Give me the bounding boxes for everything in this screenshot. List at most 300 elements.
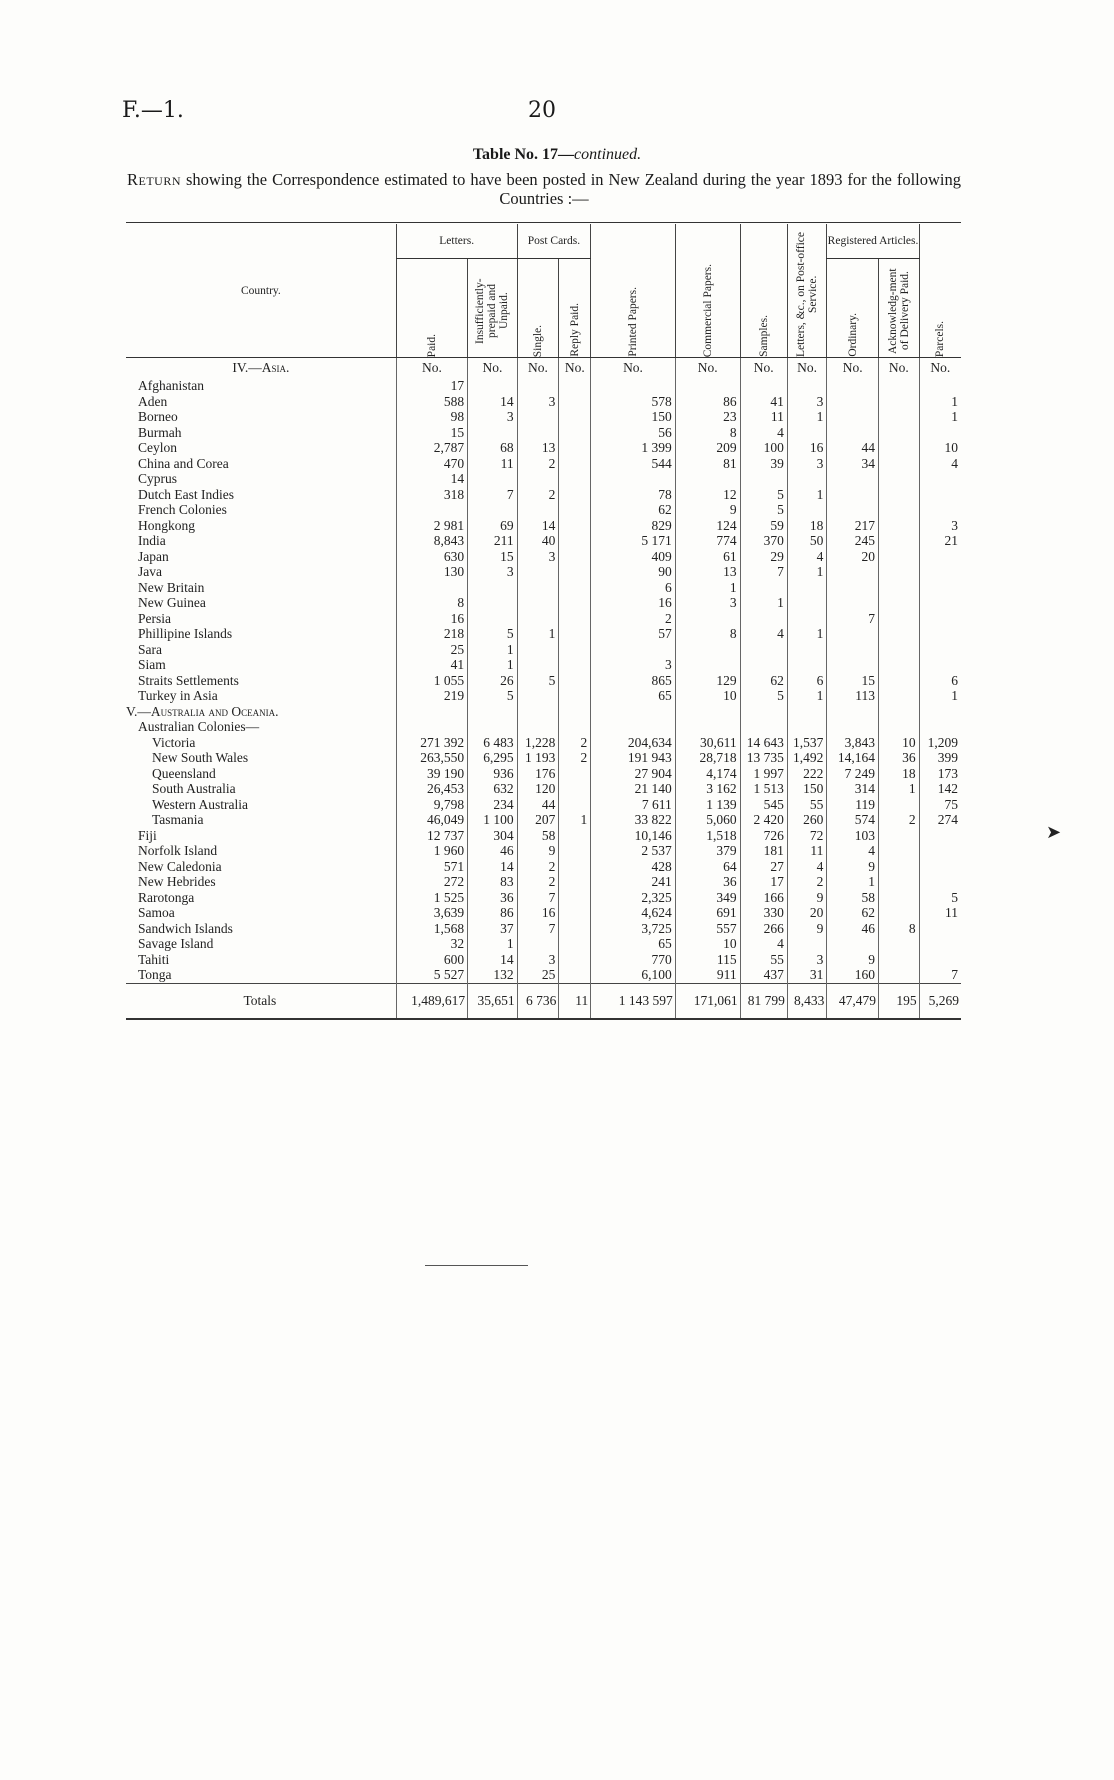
cell-value: [879, 502, 920, 518]
cell-value: 3: [517, 394, 559, 410]
cell-empty: [919, 704, 961, 720]
cell-value: 14: [517, 518, 559, 534]
cell-value: 2: [559, 750, 591, 766]
table-row: [126, 642, 961, 658]
table-row: [126, 657, 961, 673]
cell-value: 55: [740, 952, 787, 968]
table-row: [126, 781, 961, 797]
cell-empty: [468, 704, 517, 720]
cell-value: 11: [468, 456, 517, 472]
cell-value: [787, 611, 827, 627]
cell-empty: [468, 719, 517, 735]
country-name: Japan: [138, 548, 169, 564]
subsection-row-colonies: [126, 719, 961, 735]
cell-value: 2 981: [396, 518, 467, 534]
cell-value: 9: [827, 859, 879, 875]
cell-value: 15: [396, 425, 467, 441]
cell-value: 5: [740, 502, 787, 518]
table-row: [126, 952, 961, 968]
page-identifier: F.—1.: [122, 98, 184, 123]
table-row: [126, 425, 961, 441]
cell-value: 62: [591, 502, 676, 518]
cell-value: [919, 502, 961, 518]
cell-value: 5: [517, 673, 559, 689]
country-name: New Guinea: [138, 595, 206, 610]
cell-value: [675, 378, 740, 394]
table-row: [126, 921, 961, 937]
cell-value: 3: [787, 456, 827, 472]
cell-value: 115: [675, 952, 740, 968]
cell-value: 314: [827, 781, 879, 797]
header-commercial-papers-text: Commercial Papers.: [701, 263, 714, 357]
cell-value: 50: [787, 533, 827, 549]
cell-value: No.: [468, 358, 517, 379]
cell-value: 14: [468, 394, 517, 410]
cell-value: 266: [740, 921, 787, 937]
cell-value: [740, 657, 787, 673]
cell-value: 113: [827, 688, 879, 704]
cell-value: 578: [591, 394, 676, 410]
cell-value: 241: [591, 874, 676, 890]
cell-value: [517, 657, 559, 673]
cell-empty: [396, 704, 467, 720]
cell-value: 30,611: [675, 735, 740, 751]
cell-value: [919, 952, 961, 968]
cell-value: 936: [468, 766, 517, 782]
header-samples-text: Samples.: [757, 315, 770, 357]
cell-empty: [517, 719, 559, 735]
table-row: [126, 874, 961, 890]
cell-value: 2,787: [396, 440, 467, 456]
cell-value: 8: [675, 425, 740, 441]
cell-value: 68: [468, 440, 517, 456]
cell-value: [879, 843, 920, 859]
cell-value: 3: [675, 595, 740, 611]
header-ordinary-text: Ordinary.: [846, 313, 859, 357]
cell-value: [879, 595, 920, 611]
cell-value: 3: [787, 394, 827, 410]
country-name: Tonga: [138, 967, 172, 982]
cell-value: [517, 409, 559, 425]
cell-value: 349: [675, 890, 740, 906]
cell-value: [559, 378, 591, 394]
cell-value: 7: [517, 921, 559, 937]
cell-empty: [827, 719, 879, 735]
cell-value: 13: [675, 564, 740, 580]
table-row: [126, 843, 961, 859]
cell-value: 2: [517, 859, 559, 875]
cell-value: 4: [740, 936, 787, 952]
country-name: Tasmania: [152, 812, 204, 827]
cell-value: 1 525: [396, 890, 467, 906]
cell-value: 5: [468, 626, 517, 642]
cell-value: 774: [675, 533, 740, 549]
table-row: [126, 766, 961, 782]
cell-value: 1: [827, 874, 879, 890]
cell-value: 1: [787, 409, 827, 425]
header-printed-papers-text: Printed Papers.: [627, 287, 639, 357]
table-row: [126, 626, 961, 642]
cell-value: [591, 471, 676, 487]
cell-value: 6,295: [468, 750, 517, 766]
cell-value: [559, 828, 591, 844]
cell-value: [559, 781, 591, 797]
cell-value: 132: [468, 967, 517, 983]
cell-value: 173: [919, 766, 961, 782]
header-post-cards: [517, 224, 591, 259]
cell-empty: [517, 704, 559, 720]
country-name: Ceylon: [138, 440, 177, 455]
cell-value: [787, 595, 827, 611]
cell-value: [468, 580, 517, 596]
cell-value: 10: [879, 735, 920, 751]
cell-value: 29: [740, 549, 787, 565]
total-value: 6 736: [517, 983, 559, 1019]
cell-value: [919, 580, 961, 596]
cell-value: 61: [675, 549, 740, 565]
cell-value: 7 249: [827, 766, 879, 782]
cell-value: 13 735: [740, 750, 787, 766]
cell-value: [879, 440, 920, 456]
cell-value: [787, 642, 827, 658]
cell-value: 58: [827, 890, 879, 906]
cell-value: 27: [740, 859, 787, 875]
cell-empty: [591, 704, 676, 720]
cell-value: 2: [559, 735, 591, 751]
cell-value: 13: [517, 440, 559, 456]
cell-value: 41: [740, 394, 787, 410]
cell-value: [740, 642, 787, 658]
cell-value: [919, 626, 961, 642]
cell-empty: [787, 719, 827, 735]
header-post-cards-text: Post Cards.: [527, 234, 581, 247]
header-registered-articles: [827, 224, 919, 259]
cell-value: 46,049: [396, 812, 467, 828]
totals-label: Totals: [126, 983, 396, 1019]
cell-value: 211: [468, 533, 517, 549]
cell-value: 103: [827, 828, 879, 844]
country-name: Phillipine Islands: [138, 626, 233, 641]
cell-value: 5: [740, 688, 787, 704]
table-row: [126, 456, 961, 472]
cell-value: 31: [787, 967, 827, 983]
cell-value: 3: [517, 952, 559, 968]
cell-value: 260: [787, 812, 827, 828]
cell-value: 9: [787, 921, 827, 937]
cell-value: 2: [517, 487, 559, 503]
cell-value: [879, 471, 920, 487]
cell-value: 100: [740, 440, 787, 456]
cell-value: 8: [675, 626, 740, 642]
table-row: [126, 595, 961, 611]
cell-value: [559, 394, 591, 410]
cell-value: 5: [740, 487, 787, 503]
cell-value: [740, 611, 787, 627]
cell-value: 62: [827, 905, 879, 921]
country-name: Queensland: [152, 765, 216, 781]
cell-value: [787, 502, 827, 518]
cell-value: 14: [468, 952, 517, 968]
cell-value: 11: [787, 843, 827, 859]
margin-arrow-mark: ➤: [1046, 822, 1062, 843]
country-name: Aden: [138, 393, 168, 409]
table-row: [126, 580, 961, 596]
cell-value: [559, 673, 591, 689]
cell-value: 1 055: [396, 673, 467, 689]
cell-value: [787, 657, 827, 673]
cell-value: [827, 378, 879, 394]
cell-value: [879, 518, 920, 534]
cell-value: 1,209: [919, 735, 961, 751]
cell-value: 26,453: [396, 781, 467, 797]
cell-value: 8: [879, 921, 920, 937]
header-ordinary: [827, 259, 879, 358]
cell-value: [919, 843, 961, 859]
table-row: [126, 967, 961, 983]
cell-value: [879, 936, 920, 952]
country-name: Western Australia: [152, 796, 249, 812]
country-name: Rarotonga: [138, 889, 195, 905]
cell-value: [787, 378, 827, 394]
cell-value: 39: [740, 456, 787, 472]
cell-value: [827, 425, 879, 441]
cell-value: 44: [827, 440, 879, 456]
cell-value: [879, 580, 920, 596]
cell-value: [879, 394, 920, 410]
cell-value: No.: [919, 358, 961, 379]
cell-value: [879, 549, 920, 565]
cell-value: 14 643: [740, 735, 787, 751]
cell-value: 263,550: [396, 750, 467, 766]
cell-value: 399: [919, 750, 961, 766]
header-paid: [396, 259, 467, 358]
cell-value: 437: [740, 967, 787, 983]
cell-value: 318: [396, 487, 467, 503]
cell-value: 5 527: [396, 967, 467, 983]
cell-value: [559, 456, 591, 472]
cell-value: 470: [396, 456, 467, 472]
cell-value: [879, 378, 920, 394]
cell-value: 36: [879, 750, 920, 766]
cell-value: 1: [919, 688, 961, 704]
cell-value: [468, 611, 517, 627]
cell-value: 176: [517, 766, 559, 782]
cell-value: 41: [396, 657, 467, 673]
cell-value: 65: [591, 688, 676, 704]
header-registered-articles-text: Registered Articles.: [827, 234, 919, 247]
country-name: Persia: [138, 610, 171, 626]
cell-value: 1 997: [740, 766, 787, 782]
cell-value: 8,843: [396, 533, 467, 549]
country-name: New Caledonia: [138, 858, 222, 874]
cell-value: 3: [468, 409, 517, 425]
total-value: 5,269: [919, 983, 961, 1019]
cell-value: 25: [517, 967, 559, 983]
cell-value: 59: [740, 518, 787, 534]
header-insufficient: [468, 259, 517, 358]
cell-value: 44: [517, 797, 559, 813]
cell-value: [675, 611, 740, 627]
cell-value: 1 513: [740, 781, 787, 797]
cell-value: [559, 502, 591, 518]
cell-value: 544: [591, 456, 676, 472]
cell-value: [827, 595, 879, 611]
cell-value: No.: [879, 358, 920, 379]
cell-empty: [740, 719, 787, 735]
cell-value: [559, 905, 591, 921]
cell-value: [879, 967, 920, 983]
cell-value: No.: [787, 358, 827, 379]
cell-value: [919, 378, 961, 394]
cell-value: [879, 626, 920, 642]
cell-value: 14: [396, 471, 467, 487]
cell-value: 86: [675, 394, 740, 410]
cell-value: [827, 580, 879, 596]
cell-value: [396, 502, 467, 518]
cell-value: 69: [468, 518, 517, 534]
cell-value: 1: [468, 936, 517, 952]
country-name: French Colonies: [138, 502, 227, 517]
table-row: [126, 611, 961, 627]
cell-value: 272: [396, 874, 467, 890]
cell-value: 219: [396, 688, 467, 704]
cell-value: 630: [396, 549, 467, 565]
cell-value: 209: [675, 440, 740, 456]
table-row: [126, 890, 961, 906]
cell-value: [879, 952, 920, 968]
cell-value: [879, 797, 920, 813]
cell-value: 1 139: [675, 797, 740, 813]
cell-value: 600: [396, 952, 467, 968]
cell-value: 911: [675, 967, 740, 983]
cell-value: [919, 859, 961, 875]
cell-value: [919, 936, 961, 952]
country-name: Savage Island: [138, 936, 214, 951]
cell-value: [787, 471, 827, 487]
country-name: China and Corea: [138, 455, 229, 471]
cell-value: 6 483: [468, 735, 517, 751]
cell-value: [919, 595, 961, 611]
cell-empty: [675, 704, 740, 720]
cell-value: 124: [675, 518, 740, 534]
cell-empty: [559, 704, 591, 720]
cell-value: 25: [396, 642, 467, 658]
cell-value: 4: [740, 626, 787, 642]
closing-rule: [425, 1265, 528, 1266]
cell-value: [559, 859, 591, 875]
cell-value: 1: [787, 487, 827, 503]
cell-value: 588: [396, 394, 467, 410]
cell-value: 1,537: [787, 735, 827, 751]
cell-value: 4,624: [591, 905, 676, 921]
cell-value: 9: [787, 890, 827, 906]
cell-value: [559, 952, 591, 968]
cell-value: 3: [591, 657, 676, 673]
cell-value: [517, 595, 559, 611]
cell-value: 62: [740, 673, 787, 689]
cell-value: 3: [468, 564, 517, 580]
cell-value: [559, 611, 591, 627]
table-row: [126, 549, 961, 565]
cell-value: 36: [675, 874, 740, 890]
cell-value: 56: [591, 425, 676, 441]
cell-value: [559, 657, 591, 673]
total-value: 1,489,617: [396, 983, 467, 1019]
cell-value: 166: [740, 890, 787, 906]
cell-value: 129: [675, 673, 740, 689]
cell-value: 15: [827, 673, 879, 689]
cell-value: [879, 673, 920, 689]
cell-value: 1: [879, 781, 920, 797]
cell-value: 557: [675, 921, 740, 937]
cell-value: [559, 595, 591, 611]
cell-value: 1,568: [396, 921, 467, 937]
cell-value: [517, 564, 559, 580]
table-row: [126, 688, 961, 704]
cell-value: 1 960: [396, 843, 467, 859]
table-title-continued: continued.: [574, 146, 642, 163]
cell-value: 75: [919, 797, 961, 813]
cell-value: 78: [591, 487, 676, 503]
cell-value: No.: [559, 358, 591, 379]
header-post-office-service: [787, 224, 827, 358]
cell-value: 234: [468, 797, 517, 813]
cell-value: [559, 487, 591, 503]
cell-value: [517, 471, 559, 487]
cell-value: 55: [787, 797, 827, 813]
cell-value: 271 392: [396, 735, 467, 751]
cell-value: [559, 564, 591, 580]
cell-value: 7: [740, 564, 787, 580]
totals-row: [126, 983, 961, 1019]
cell-value: [827, 471, 879, 487]
cell-value: 829: [591, 518, 676, 534]
cell-value: 217: [827, 518, 879, 534]
cell-value: 4: [787, 549, 827, 565]
country-name: IV.—Asia.: [232, 360, 290, 376]
cell-value: 14,164: [827, 750, 879, 766]
country-name: New Hebrides: [138, 874, 216, 889]
cell-value: [827, 502, 879, 518]
cell-value: 6: [919, 673, 961, 689]
cell-value: [787, 580, 827, 596]
cell-value: 1: [919, 394, 961, 410]
cell-value: 20: [827, 549, 879, 565]
country-name: Burmah: [138, 424, 182, 440]
country-name: Siam: [138, 657, 166, 672]
cell-empty: [879, 719, 920, 735]
total-value: 195: [879, 983, 920, 1019]
cell-value: 10: [919, 440, 961, 456]
cell-value: [559, 874, 591, 890]
cell-value: [559, 936, 591, 952]
cell-value: 726: [740, 828, 787, 844]
cell-value: [827, 657, 879, 673]
cell-value: [879, 642, 920, 658]
cell-value: [827, 626, 879, 642]
cell-value: 428: [591, 859, 676, 875]
cell-value: 2: [879, 812, 920, 828]
cell-value: 2: [517, 456, 559, 472]
country-name: Straits Settlements: [138, 672, 239, 688]
cell-value: 5: [468, 688, 517, 704]
cell-value: [559, 440, 591, 456]
table-row: [126, 487, 961, 503]
cell-value: [517, 502, 559, 518]
cell-value: [559, 425, 591, 441]
cell-value: 4: [827, 843, 879, 859]
cell-value: 33 822: [591, 812, 676, 828]
